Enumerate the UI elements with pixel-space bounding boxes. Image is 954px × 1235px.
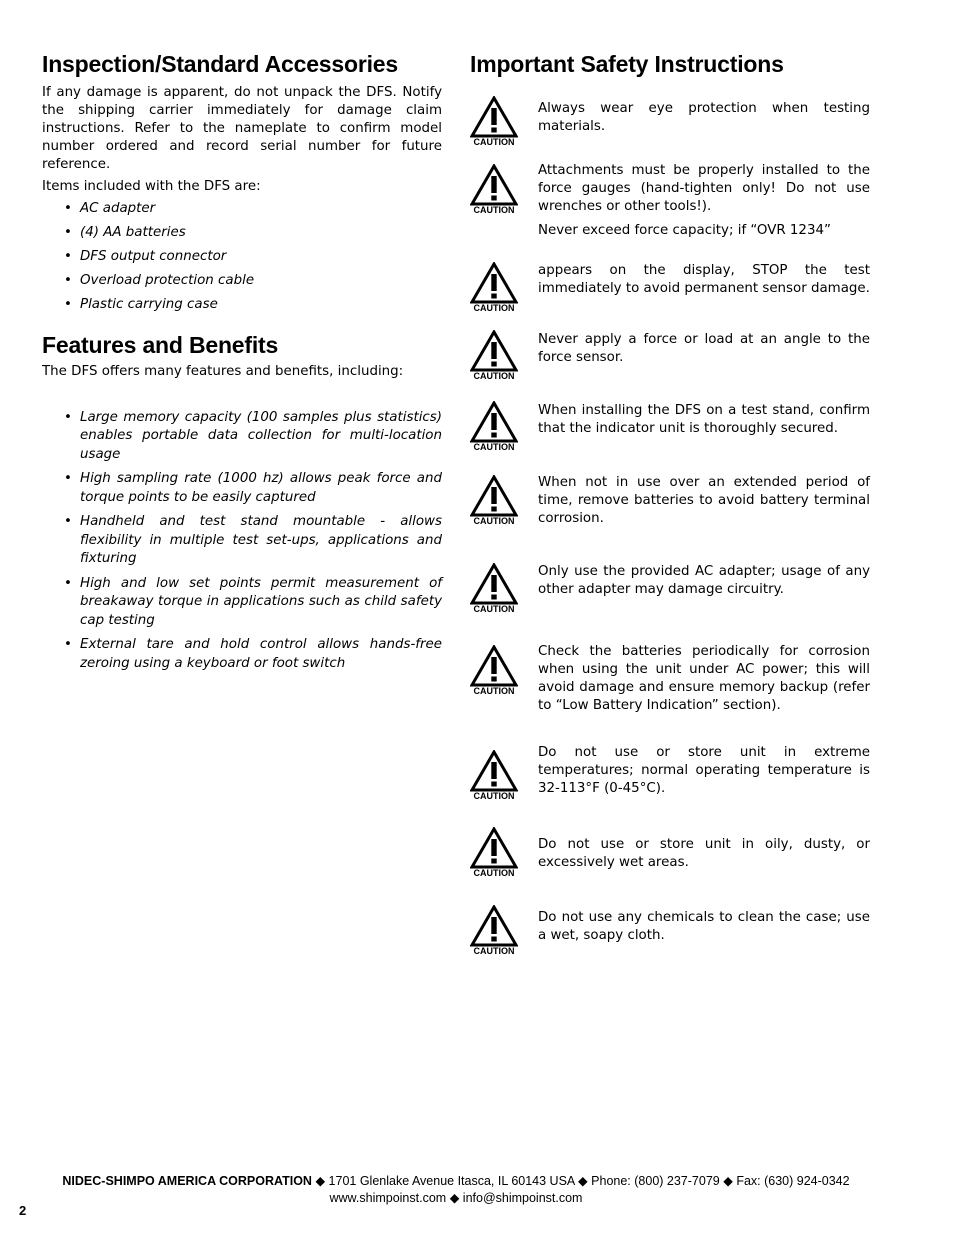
list-item: • Overload protection cable [64, 273, 255, 289]
caution-warning-icon [470, 401, 518, 451]
safety-instruction-text: Never exceed force capacity; if “OVR 1234” [538, 223, 831, 238]
svg-text:CAUTION: CAUTION [473, 686, 515, 695]
svg-text:CAUTION: CAUTION [473, 137, 515, 146]
website-link[interactable]: www.shimpoinst.com [329, 1191, 447, 1205]
company-name: NIDEC-SHIMPO AMERICA CORPORATION [62, 1174, 312, 1188]
diamond-icon: ◆ [449, 1191, 460, 1205]
caution-warning-icon [470, 164, 518, 214]
diamond-icon: ◆ [578, 1174, 588, 1188]
list-item: • Plastic carrying case [64, 297, 218, 313]
phone: Phone: (800) 237-7079 [591, 1174, 720, 1188]
left-column [42, 48, 442, 673]
svg-text:CAUTION: CAUTION [473, 868, 515, 877]
diamond-icon: ◆ [315, 1174, 326, 1188]
safety-instruction-text: Always wear eye protection when testing materials. [538, 101, 870, 134]
caution-warning-icon [470, 905, 518, 955]
svg-text:CAUTION: CAUTION [473, 791, 515, 800]
list-item: • Handheld and test stand mountable - allows flexibility in multiple test set-ups, applications and fixturing [64, 514, 442, 567]
caution-warning-icon [470, 96, 518, 146]
footer [42, 1173, 870, 1207]
safety-instruction-text: When installing the DFS on a test stand, confirm that the indicator unit is thoroughly secured. [538, 403, 870, 436]
safety-instruction-text: Only use the provided AC adapter; usage of any other adapter may damage circuitry. [538, 564, 870, 597]
features-intro: The DFS offers many features and benefits, including: [42, 363, 404, 379]
safety-instruction-text: Do not use or store unit in oily, dusty, or excessively wet areas. [538, 837, 870, 870]
inspection-paragraph: If any damage is apparent, do not unpack the DFS. Notify the shipping carrier immediately for damage claim instructions. Refer to the nameplate to confirm model number ordered and record serial number for future reference. [42, 85, 442, 172]
caution-warning-icon [470, 563, 518, 613]
safety-instruction-text: Do not use any chemicals to clean the case; use a wet, soapy cloth. [538, 910, 870, 943]
safety-instruction-text: Check the batteries periodically for corrosion when using the unit under AC power; this will avoid damage and ensure memory backup (refer to “Low Battery Indication” section). [538, 644, 870, 713]
features-list [42, 409, 442, 674]
accessories-list [42, 200, 442, 315]
footer-web-line [42, 1190, 870, 1207]
list-item: • DFS output connector [64, 249, 227, 265]
features-heading: Features and Benefits [42, 331, 279, 358]
list-item: • High sampling rate (1000 hz) allows peak force and torque points to be easily captured [64, 471, 442, 505]
inspection-heading: Inspection/Standard Accessories [42, 51, 398, 77]
safety-instruction-text: appears on the display, STOP the test immediately to avoid permanent sensor damage. [538, 263, 870, 296]
safety-instruction-text: When not in use over an extended period of time, remove batteries to avoid battery terminal corrosion. [538, 475, 870, 526]
safety-heading: Important Safety Instructions [470, 51, 784, 77]
svg-text:CAUTION: CAUTION [473, 442, 515, 451]
caution-warning-icon [470, 262, 518, 312]
caution-warning-icon [470, 475, 518, 525]
list-item: • AC adapter [64, 201, 156, 216]
caution-warning-icon [470, 827, 518, 877]
caution-warning-icon [470, 645, 518, 695]
list-item: • Large memory capacity (100 samples plus statistics) enables portable data collection for multi-location usage [64, 409, 442, 462]
footer-contact-line [42, 1173, 870, 1190]
items-intro: Items included with the DFS are: [42, 179, 261, 194]
svg-text:CAUTION: CAUTION [473, 205, 515, 214]
safety-instruction-text: Never apply a force or load at an angle to the force sensor. [538, 332, 870, 365]
right-column [470, 48, 870, 80]
svg-text:CAUTION: CAUTION [473, 946, 515, 955]
email-link[interactable]: info@shimpoinst.com [462, 1191, 583, 1205]
caution-warning-icon [470, 330, 518, 380]
page-number: 2 [19, 1203, 27, 1218]
address: 1701 Glenlake Avenue Itasca, IL 60143 USA [328, 1174, 575, 1188]
safety-instruction-text: Attachments must be properly installed to the force gauges (hand-tighten only! Do not use wrenches or other tools!). [538, 163, 870, 214]
svg-text:CAUTION: CAUTION [473, 516, 515, 525]
svg-text:CAUTION: CAUTION [473, 303, 515, 312]
diamond-icon: ◆ [723, 1174, 733, 1188]
safety-instruction-text: Do not use or store unit in extreme temperatures; normal operating temperature is 32-113°F (0-45°C). [538, 745, 870, 796]
svg-text:CAUTION: CAUTION [473, 604, 515, 613]
svg-text:CAUTION: CAUTION [473, 371, 515, 380]
list-item: • High and low set points permit measurement of breakaway torque in applications such as child safety cap testing [64, 575, 442, 628]
list-item: • (4) AA batteries [64, 225, 186, 241]
fax: Fax: (630) 924-0342 [736, 1174, 850, 1188]
list-item: • External tare and hold control allows hands-free zeroing using a keyboard or foot switch [64, 637, 442, 671]
caution-warning-icon [470, 750, 518, 800]
